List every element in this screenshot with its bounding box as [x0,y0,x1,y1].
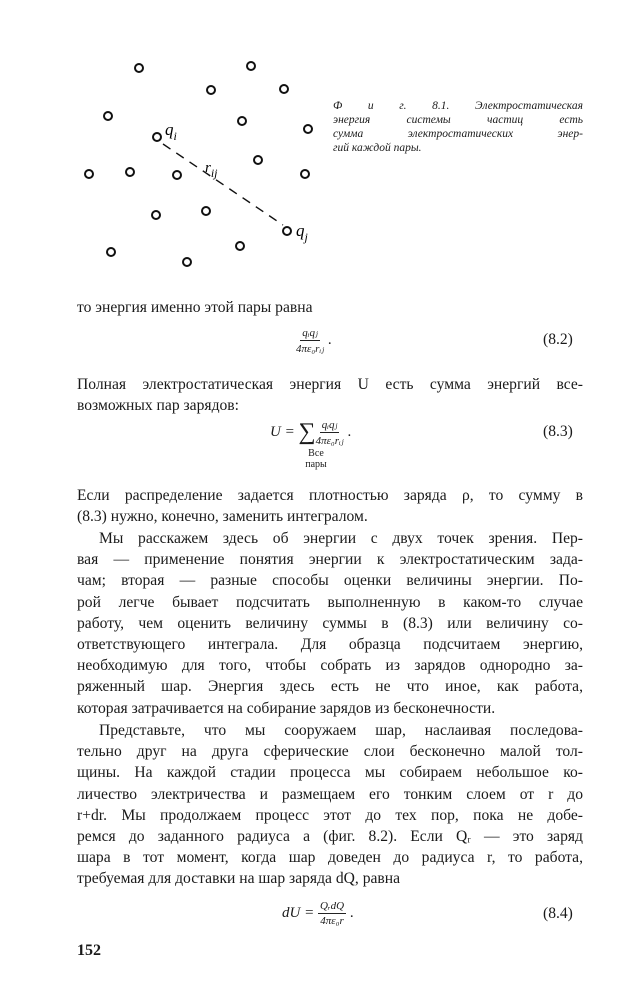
text-line: ответствующего интеграла. Для образца подсчитаем энергию, [77,636,583,654]
text-line: требуемая для доставки на шар заряда dQ, равна [77,870,401,888]
text-line: то энергия именно этой пары равна [77,299,313,316]
charge-dot [104,112,112,120]
text-line: рой легче бывает подсчитать выполненную в каком-то случае [77,593,583,611]
text-line: (8.3) нужно, конечно, заменить интегралом. [77,508,368,526]
equation-number: (8.2) [543,331,573,348]
numerator: QᵣdQ [319,900,345,912]
text-line: которая затрачивается на собирание зарядов из бесконечности. [77,699,496,717]
sum-under-line: Все [308,448,324,459]
charge-dot [107,248,115,256]
charge-dot [254,156,262,164]
figure-caption [333,99,583,155]
sum-sign: ∑ [298,419,316,445]
charge-dot [153,133,161,141]
charge-dot [202,207,210,215]
charge-dot [280,85,288,93]
equation-8-2 [296,326,332,355]
charge-dot [135,64,143,72]
page-number: 152 [77,942,101,959]
text-line: щины. На каждой стадии процесса мы собираем небольшое ко- [77,764,583,782]
charge-dot [301,170,309,178]
dashed-line-rij [163,144,283,225]
paragraph-2 [77,485,583,527]
caption-line: Ф и г. 8.1. Электростатическая [333,100,583,112]
denominator: 4πε₀rᵢⱼ [315,435,344,447]
numerator: qᵢqⱼ [302,327,318,339]
denominator: 4πε₀rᵢⱼ [296,343,325,355]
paragraph-3 [77,528,583,719]
equation-number: (8.3) [543,423,573,440]
text-line: Представьте, что мы сооружаем шар, наслаивая последова- [99,722,583,739]
charge-dot [183,258,191,266]
caption-line: гий каждой пары. [333,142,422,154]
text-line: чам; вторая — разные способы оценки величины энергии. По- [77,572,583,590]
text-line: шара в тот момент, когда шар доведен до радиуса r, то работа, [77,849,583,867]
period: . [349,904,354,921]
label-rij: $r_{ij}$ [205,160,218,180]
charge-dot [152,211,160,219]
charge-dot [126,168,134,176]
text-line: Мы расскажем здесь об энергии с двух точек зрения. Пер- [99,530,583,547]
caption-line: сумма электростатических энер- [333,128,583,140]
charge-dot [173,171,181,179]
text-line: личество электричества и размещаем его тонким слоем от r до [77,785,583,803]
paragraph-0 [77,297,583,318]
lhs: U = [270,423,295,440]
denominator: 4πε₀r [320,915,344,927]
equation-8-3 [270,418,351,447]
text-line: ряженный шар. Энергия здесь есть не что иное, как работа, [77,678,583,696]
charge-dot [247,62,255,70]
period: . [347,423,352,440]
paragraph-4 [77,720,583,890]
charge-dot [304,125,312,133]
charge-dot [207,86,215,94]
label-qi: $q_i$ [165,120,177,143]
label-qj: $q_j$ [296,221,308,244]
charge-dot [238,117,246,125]
text-line: работу, чем оценить величину суммы в (8.3) или величину со- [77,614,583,632]
text-line: Если распределение задается плотностью заряда ρ, то сумму в [77,487,583,504]
text-line: тельно друг на друга сферические слои бесконечно малой тол- [77,743,583,761]
caption-line: энергия системы частиц есть [333,114,583,126]
charge-dot [283,227,291,235]
sum-under-line: пары [305,459,327,470]
text-line: r+dr. Мы продолжаем процесс этот до тех пор, пока не добе- [77,806,583,824]
equation-number: (8.4) [543,905,573,922]
text-line: вая — применение понятия энергии к электростатическим зада- [77,551,583,569]
equation-8-4 [282,900,354,927]
text-line: ремся до заданного радиуса a (фиг. 8.2). Если Qᵣ — это заряд [77,828,583,846]
numerator: qᵢqⱼ [321,419,338,431]
charge-dot [236,242,244,250]
text-line: необходимую для того, чтобы собрать из зарядов однородно за- [77,657,583,675]
period: . [327,331,332,348]
text-line: Полная электростатическая энергия U есть сумма энергий все- [77,376,583,393]
text-line: возможных пар зарядов: [77,397,239,415]
lhs: dU = [282,904,315,921]
sum-subscript [300,448,332,470]
charge-dot [85,170,93,178]
paragraph-1 [77,374,583,416]
